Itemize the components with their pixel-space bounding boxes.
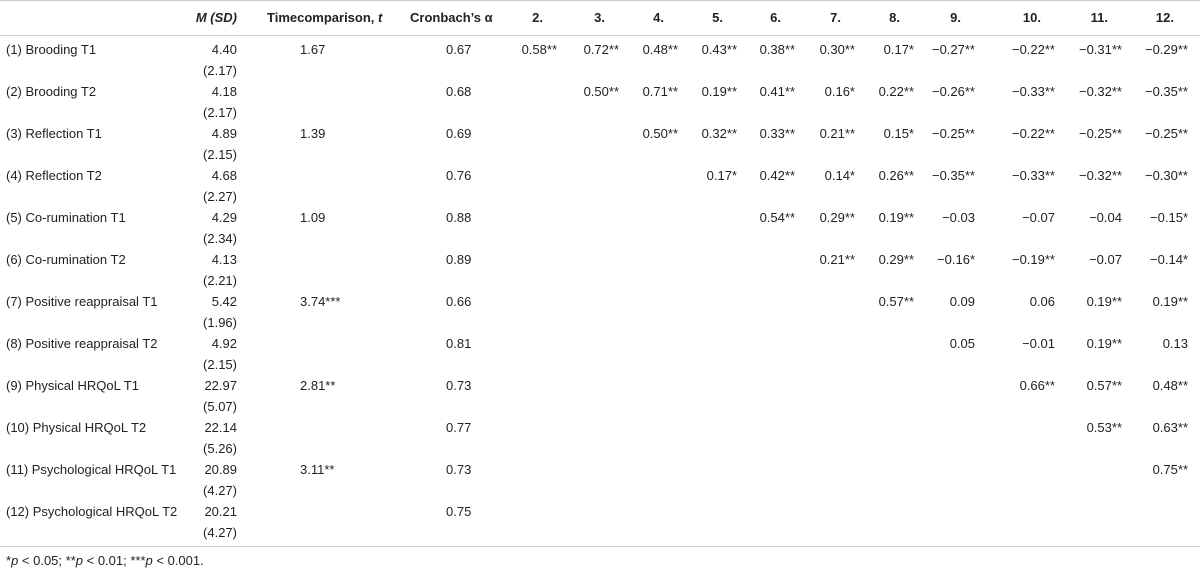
column-header-4: 4. xyxy=(653,10,664,25)
correlation-value: −0.33** xyxy=(1011,168,1055,183)
correlation-value: −0.07 xyxy=(1089,252,1122,267)
empty-cell xyxy=(867,330,926,375)
correlation-value: 0.14* xyxy=(824,168,855,183)
correlation-value: 0.05 xyxy=(949,336,975,351)
empty-cell xyxy=(926,372,987,417)
column-header-8: 8. xyxy=(889,10,900,25)
time-comparison-value: 1.67 xyxy=(300,42,326,57)
empty-cell xyxy=(631,456,690,501)
empty-cell xyxy=(987,414,1067,459)
correlation-value: 0.57** xyxy=(878,294,914,309)
table-row xyxy=(0,36,1200,78)
mean-sd-cell xyxy=(190,330,245,375)
empty-cell xyxy=(926,414,987,459)
mean-sd-cell xyxy=(190,204,245,249)
correlation-value: 0.29** xyxy=(819,210,855,225)
correlation-value: −0.26** xyxy=(931,84,975,99)
column-header-9: 9. xyxy=(950,10,961,25)
empty-cell xyxy=(508,330,569,375)
cronbach-alpha-value: 0.76 xyxy=(446,168,472,183)
table-row xyxy=(0,78,1200,120)
correlation-value: 0.48** xyxy=(642,42,678,57)
row-label: (6) Co-rumination T2 xyxy=(6,252,126,267)
correlation-value: −0.07 xyxy=(1022,210,1055,225)
empty-cell xyxy=(807,330,867,375)
mean-value: 4.68 xyxy=(211,168,237,183)
mean-value: 4.13 xyxy=(211,252,237,267)
empty-cell xyxy=(926,456,987,501)
correlation-value: 0.16* xyxy=(824,84,855,99)
empty-cell xyxy=(807,288,867,333)
empty-cell xyxy=(987,498,1067,543)
correlation-value: 0.15* xyxy=(883,126,914,141)
correlation-value: 0.41** xyxy=(759,84,795,99)
empty-cell xyxy=(807,372,867,417)
empty-cell xyxy=(569,456,631,501)
correlation-value: 0.17* xyxy=(706,168,737,183)
correlation-value: 0.13 xyxy=(1162,336,1188,351)
correlation-value: −0.22** xyxy=(1011,126,1055,141)
column-header-variable xyxy=(0,1,190,35)
table-row xyxy=(0,330,1200,372)
empty-cell xyxy=(1134,498,1200,543)
table-row xyxy=(0,204,1200,246)
empty-cell xyxy=(508,162,569,207)
mean-sd-cell xyxy=(190,120,245,165)
mean-value: 5.42 xyxy=(211,294,237,309)
sd-value: (2.34) xyxy=(203,231,237,246)
correlation-value: −0.25** xyxy=(1078,126,1122,141)
sd-value: (5.07) xyxy=(203,399,237,414)
empty-cell xyxy=(749,288,807,333)
correlation-value: 0.43** xyxy=(701,42,737,57)
empty-cell xyxy=(749,246,807,291)
empty-cell xyxy=(690,330,749,375)
time-comparison-value xyxy=(245,246,400,291)
correlation-value: 0.38** xyxy=(759,42,795,57)
mean-sd-cell xyxy=(190,498,245,543)
table-row xyxy=(0,456,1200,498)
empty-cell xyxy=(807,498,867,543)
empty-cell xyxy=(690,414,749,459)
correlation-value: 0.58** xyxy=(521,42,557,57)
correlation-value: 0.29** xyxy=(878,252,914,267)
empty-cell xyxy=(1067,498,1134,543)
row-label: (4) Reflection T2 xyxy=(6,168,102,183)
empty-cell xyxy=(749,330,807,375)
time-comparison-header-label: Timecomparison, xyxy=(267,10,379,25)
empty-cell xyxy=(926,498,987,543)
mean-sd-cell xyxy=(190,414,245,459)
correlation-value: 0.26** xyxy=(878,168,914,183)
correlation-value: 0.42** xyxy=(759,168,795,183)
column-header-2: 2. xyxy=(532,10,543,25)
empty-cell xyxy=(569,204,631,249)
correlation-value: 0.33** xyxy=(759,126,795,141)
mean-sd-cell xyxy=(190,456,245,501)
cronbach-alpha-value: 0.81 xyxy=(446,336,472,351)
row-label: (1) Brooding T1 xyxy=(6,42,97,57)
footnote-mark: * xyxy=(6,553,12,568)
time-comparison-value xyxy=(245,330,400,375)
empty-cell xyxy=(749,372,807,417)
correlation-value: 0.30** xyxy=(819,42,855,57)
mean-sd-cell xyxy=(190,372,245,417)
mean-value: 4.18 xyxy=(211,84,237,99)
mean-value: 22.97 xyxy=(204,378,237,393)
correlation-value: −0.35** xyxy=(1144,84,1188,99)
correlation-value: −0.33** xyxy=(1011,84,1055,99)
correlation-value: 0.75** xyxy=(1152,462,1188,477)
empty-cell xyxy=(690,372,749,417)
empty-cell xyxy=(631,246,690,291)
correlation-value: −0.03 xyxy=(942,210,975,225)
empty-cell xyxy=(987,456,1067,501)
cronbach-alpha-value: 0.77 xyxy=(446,420,472,435)
empty-cell xyxy=(631,204,690,249)
correlation-value: 0.63** xyxy=(1152,420,1188,435)
mean-value: 4.89 xyxy=(211,126,237,141)
footnote-condition: < 0.001. xyxy=(152,553,204,568)
column-header-time-comparison xyxy=(245,1,400,35)
correlation-value: 0.22** xyxy=(878,84,914,99)
empty-cell xyxy=(749,456,807,501)
correlation-value: 0.53** xyxy=(1086,420,1122,435)
column-header-3: 3. xyxy=(594,10,605,25)
correlation-value: 0.09 xyxy=(949,294,975,309)
table-row xyxy=(0,246,1200,288)
column-header-6: 6. xyxy=(770,10,781,25)
mean-value: 20.21 xyxy=(204,504,237,519)
empty-cell xyxy=(1067,456,1134,501)
row-label: (3) Reflection T1 xyxy=(6,126,102,141)
time-comparison-value xyxy=(245,162,400,207)
mean-sd-cell xyxy=(190,162,245,207)
cronbach-alpha-value: 0.75 xyxy=(446,504,472,519)
sd-value: (4.27) xyxy=(203,483,237,498)
mean-value: 4.29 xyxy=(211,210,237,225)
empty-cell xyxy=(631,372,690,417)
sd-value: (4.27) xyxy=(203,525,237,540)
table-body xyxy=(0,36,1200,547)
correlation-value: 0.17* xyxy=(883,42,914,57)
time-comparison-value xyxy=(245,78,400,123)
column-header-cronbach-alpha: Cronbach’s α xyxy=(410,10,493,25)
empty-cell xyxy=(569,414,631,459)
correlation-value: 0.19** xyxy=(1152,294,1188,309)
cronbach-alpha-value: 0.68 xyxy=(446,84,472,99)
mean-sd-header-label: M (SD) xyxy=(195,10,237,25)
empty-cell xyxy=(867,414,926,459)
cronbach-alpha-value: 0.73 xyxy=(446,378,472,393)
cronbach-alpha-value: 0.67 xyxy=(446,42,472,57)
empty-cell xyxy=(690,456,749,501)
sd-value: (2.27) xyxy=(203,189,237,204)
cronbach-alpha-value: 0.89 xyxy=(446,252,472,267)
sd-value: (1.96) xyxy=(203,315,237,330)
empty-cell xyxy=(569,246,631,291)
empty-cell xyxy=(690,288,749,333)
correlation-value: 0.19** xyxy=(1086,294,1122,309)
correlation-value: −0.35** xyxy=(931,168,975,183)
table-row xyxy=(0,498,1200,540)
empty-cell xyxy=(631,162,690,207)
column-header-10: 10. xyxy=(1022,10,1041,25)
correlation-value: 0.19** xyxy=(878,210,914,225)
correlation-value: 0.71** xyxy=(642,84,678,99)
time-comparison-value: 2.81** xyxy=(300,378,336,393)
empty-cell xyxy=(569,288,631,333)
correlation-value: 0.57** xyxy=(1086,378,1122,393)
cronbach-alpha-value: 0.73 xyxy=(446,462,472,477)
mean-sd-cell xyxy=(190,246,245,291)
empty-cell xyxy=(631,414,690,459)
table-row xyxy=(0,288,1200,330)
empty-cell xyxy=(508,204,569,249)
sd-value: (5.26) xyxy=(203,441,237,456)
footnote-mark: *** xyxy=(130,553,146,568)
empty-cell xyxy=(569,330,631,375)
empty-cell xyxy=(508,288,569,333)
column-header-7: 7. xyxy=(830,10,841,25)
row-label: (5) Co-rumination T1 xyxy=(6,210,126,225)
time-comparison-value: 1.39 xyxy=(300,126,326,141)
footnote-variable: p xyxy=(75,553,83,568)
empty-cell xyxy=(631,288,690,333)
correlation-value: 0.21** xyxy=(819,126,855,141)
table-row xyxy=(0,120,1200,162)
correlation-value: −0.27** xyxy=(931,42,975,57)
footnote-condition: < 0.05; xyxy=(18,553,66,568)
empty-cell xyxy=(569,498,631,543)
mean-sd-cell xyxy=(190,288,245,333)
row-label: (10) Physical HRQoL T2 xyxy=(6,420,147,435)
empty-cell xyxy=(508,456,569,501)
correlation-value: −0.32** xyxy=(1078,168,1122,183)
mean-value: 20.89 xyxy=(204,462,237,477)
footnote-condition: < 0.01; xyxy=(83,553,131,568)
row-label: (7) Positive reappraisal T1 xyxy=(6,294,158,309)
correlation-value: 0.54** xyxy=(759,210,795,225)
empty-cell xyxy=(508,246,569,291)
correlation-value: −0.15* xyxy=(1150,210,1188,225)
correlation-value: −0.04 xyxy=(1089,210,1122,225)
sd-value: (2.15) xyxy=(203,147,237,162)
correlation-value: 0.32** xyxy=(701,126,737,141)
empty-cell xyxy=(569,120,631,165)
empty-cell xyxy=(807,414,867,459)
footnote-variable: p xyxy=(11,553,19,568)
empty-cell xyxy=(749,498,807,543)
empty-cell xyxy=(569,372,631,417)
empty-cell xyxy=(508,120,569,165)
cronbach-alpha-value: 0.66 xyxy=(446,294,472,309)
time-comparison-value xyxy=(245,498,400,543)
correlation-value: 0.21** xyxy=(819,252,855,267)
mean-sd-cell xyxy=(190,78,245,123)
table-row xyxy=(0,372,1200,414)
empty-cell xyxy=(508,498,569,543)
column-header-mean-sd xyxy=(190,1,245,35)
cronbach-alpha-value: 0.69 xyxy=(446,126,472,141)
empty-cell xyxy=(508,414,569,459)
empty-cell xyxy=(631,498,690,543)
column-header-11: 11. xyxy=(1090,10,1108,25)
table-footnote xyxy=(6,552,204,570)
time-comparison-value xyxy=(245,414,400,459)
empty-cell xyxy=(569,162,631,207)
column-header-12: 12. xyxy=(1155,10,1174,25)
empty-cell xyxy=(631,330,690,375)
correlation-value: −0.30** xyxy=(1144,168,1188,183)
row-label: (2) Brooding T2 xyxy=(6,84,97,99)
correlation-value: −0.32** xyxy=(1078,84,1122,99)
time-comparison-value: 3.11** xyxy=(300,462,335,477)
correlation-value: 0.50** xyxy=(583,84,619,99)
correlation-value: −0.25** xyxy=(1144,126,1188,141)
empty-cell xyxy=(690,498,749,543)
time-comparison-header-statistic: t xyxy=(378,10,383,25)
empty-cell xyxy=(508,372,569,417)
sd-value: (2.17) xyxy=(203,63,237,78)
row-label: (11) Psychological HRQoL T1 xyxy=(6,462,177,477)
empty-cell xyxy=(867,372,926,417)
empty-cell xyxy=(807,456,867,501)
table-header-row xyxy=(0,0,1200,36)
row-label: (12) Psychological HRQoL T2 xyxy=(6,504,178,519)
mean-value: 22.14 xyxy=(204,420,237,435)
correlation-value: 0.06 xyxy=(1029,294,1055,309)
row-label: (8) Positive reappraisal T2 xyxy=(6,336,158,351)
empty-cell xyxy=(508,78,569,123)
correlation-value: −0.16* xyxy=(937,252,975,267)
correlation-value: 0.50** xyxy=(642,126,678,141)
sd-value: (2.21) xyxy=(203,273,237,288)
row-label: (9) Physical HRQoL T1 xyxy=(6,378,139,393)
table-row xyxy=(0,162,1200,204)
empty-cell xyxy=(690,204,749,249)
cronbach-alpha-value: 0.88 xyxy=(446,210,472,225)
sd-value: (2.15) xyxy=(203,357,237,372)
correlation-value: −0.19** xyxy=(1011,252,1055,267)
correlation-value: −0.01 xyxy=(1022,336,1055,351)
footnote-mark: ** xyxy=(65,553,76,568)
correlation-value: 0.19** xyxy=(701,84,737,99)
correlation-value: −0.29** xyxy=(1144,42,1188,57)
footnote-variable: p xyxy=(145,553,153,568)
correlation-value: −0.31** xyxy=(1078,42,1122,57)
correlation-value: 0.19** xyxy=(1086,336,1122,351)
sd-value: (2.17) xyxy=(203,105,237,120)
table-row xyxy=(0,414,1200,456)
empty-cell xyxy=(867,498,926,543)
correlation-value: −0.14* xyxy=(1150,252,1188,267)
correlation-value: 0.72** xyxy=(583,42,619,57)
correlation-value: 0.48** xyxy=(1152,378,1188,393)
time-comparison-value: 3.74*** xyxy=(300,294,341,309)
mean-sd-cell xyxy=(190,36,245,81)
correlation-value: −0.22** xyxy=(1011,42,1055,57)
empty-cell xyxy=(690,246,749,291)
correlation-value: 0.66** xyxy=(1019,378,1055,393)
correlation-value: −0.25** xyxy=(931,126,975,141)
empty-cell xyxy=(749,414,807,459)
column-header-5: 5. xyxy=(712,10,723,25)
time-comparison-value: 1.09 xyxy=(300,210,326,225)
empty-cell xyxy=(867,456,926,501)
mean-value: 4.40 xyxy=(211,42,237,57)
mean-value: 4.92 xyxy=(211,336,237,351)
